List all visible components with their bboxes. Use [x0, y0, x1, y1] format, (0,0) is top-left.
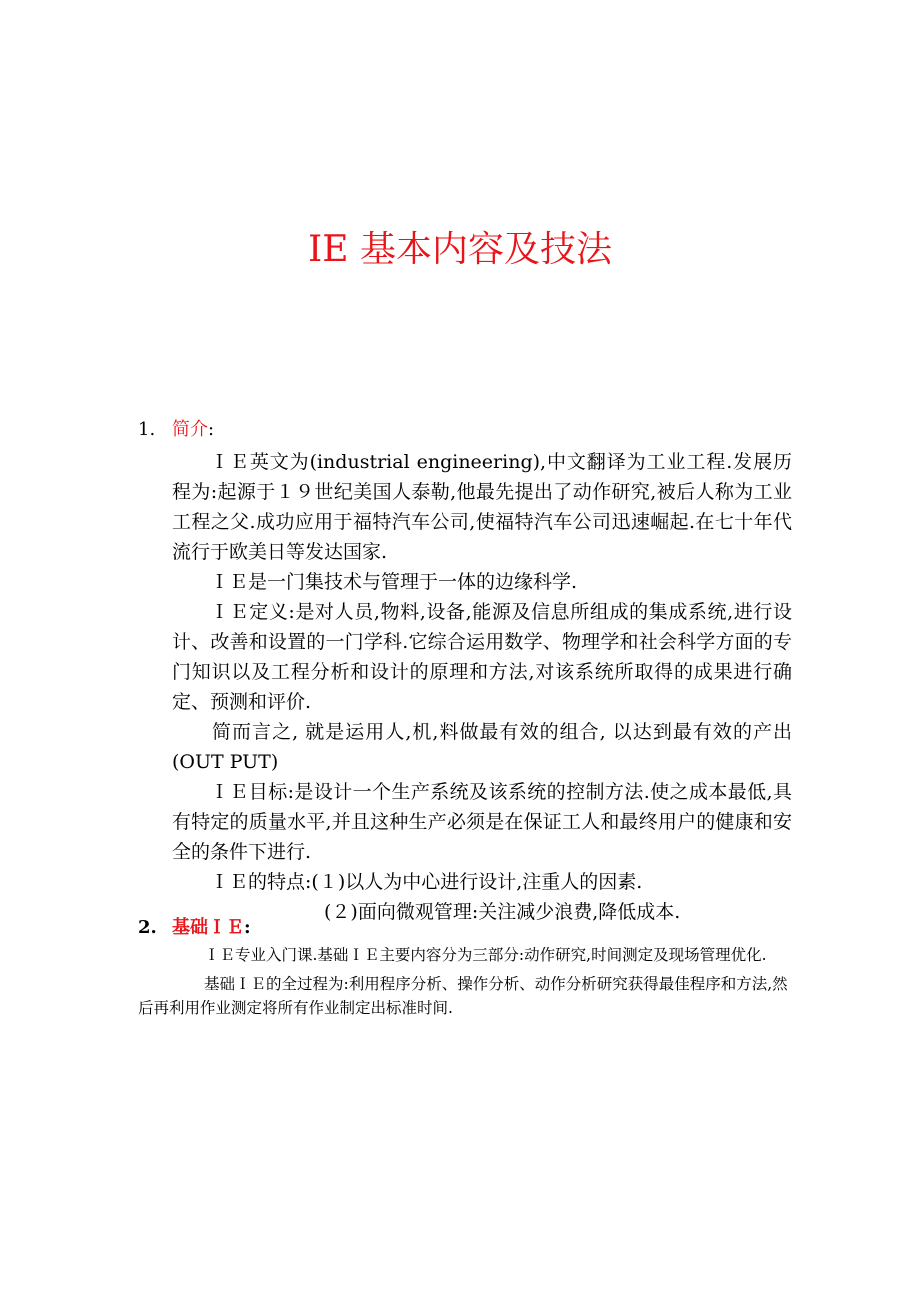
section-2-colon: :	[244, 917, 251, 938]
paragraph-basic-ie-process: 基础ＩＥ的全过程为:利用程序分析、操作分析、动作分析研究获得最佳程序和方法,然后再利用作业测定将所有作业制定出标准时间.	[138, 974, 788, 1017]
paragraph-features-2: (２)面向微观管理:关注减少浪费,降低成本.	[324, 901, 681, 923]
paragraph-nature: ＩＥ是一门集技术与管理于一体的边缘科学.	[210, 571, 578, 593]
paragraph-basic-ie-course: ＩＥ专业入门课.基础ＩＥ主要内容分为三部分:动作研究,时间测定及现场管理优化.	[204, 946, 767, 964]
section-1-colon: :	[208, 419, 215, 440]
paragraph-history: ＩＥ英文为(industrial engineering),中文翻译为工业工程.发展历程为:起源于１９世纪美国人泰勒,他最先提出了动作研究,被后人称为工业工程之父.成功应用于福特汽车公司,使福特汽车公司迅速崛起.在七十年代流行于欧美日等发达国家.	[172, 451, 792, 563]
section-1-title: 简介	[172, 419, 208, 440]
paragraph-summary: 简而言之, 就是运用人,机,料做最有效的组合, 以达到最有效的产出(OUT PUT)	[172, 721, 792, 773]
paragraph-definition: ＩＥ定义:是对人员,物料,设备,能源及信息所组成的集成系统,进行设计、改善和设置的一门学科.它综合运用数学、物理学和社会科学方面的专门知识以及工程分析和设计的原理和方法,对该系统所取得的成果进行确定、预测和评价.	[172, 601, 792, 713]
section-2-title: 基础ＩＥ	[172, 917, 244, 938]
section-2-body	[138, 943, 788, 1021]
section-1-heading	[138, 415, 214, 445]
document-title: IE 基本内容及技法	[308, 229, 612, 270]
section-2-number: 2.	[138, 917, 157, 938]
paragraph-features: ＩＥ的特点:(１)以人为中心进行设计,注重人的因素.	[210, 871, 643, 893]
section-1-number: 1.	[138, 419, 156, 440]
section-1-body	[172, 447, 792, 927]
paragraph-goal: ＩＥ目标:是设计一个生产系统及该系统的控制方法.使之成本最低,具有特定的质量水平,并且这种生产必须是在保证工人和最终用户的健康和安全的条件下进行.	[172, 781, 792, 863]
section-2-heading	[138, 913, 251, 943]
